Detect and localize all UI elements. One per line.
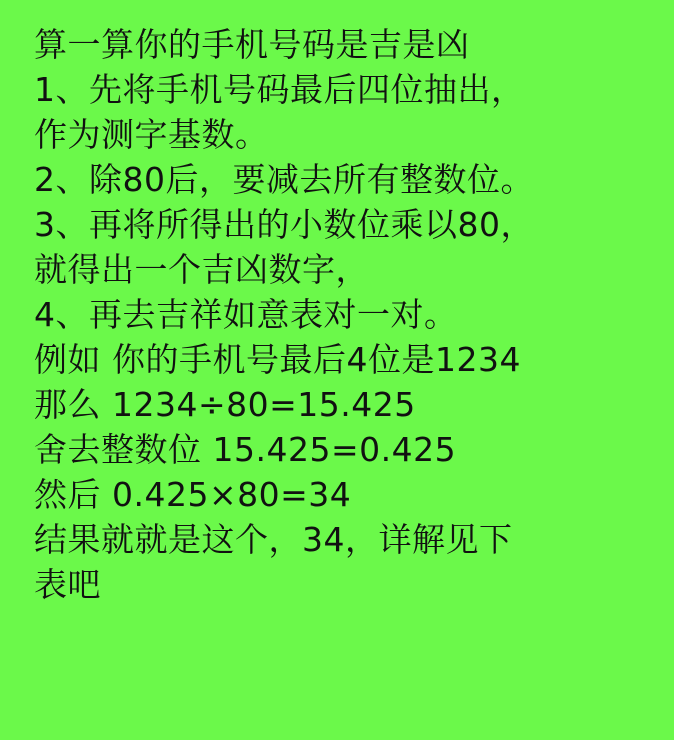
document-line-result: 结果就就是这个，34，详解见下: [34, 520, 513, 559]
document-line-example-drop-integer: 舍去整数位 15.425=0.425: [34, 430, 457, 469]
document-line-result-cont: 表吧: [34, 565, 101, 604]
document-title-line: 算一算你的手机号码是吉是凶: [34, 25, 470, 64]
document-line-example-multiply: 然后 0.425×80=34: [34, 475, 352, 514]
document-line-example-intro: 例如 你的手机号最后4位是1234: [34, 340, 521, 379]
document-line-step1: 1、先将手机号码最后四位抽出，: [34, 70, 525, 109]
document-line-step3: 3、再将所得出的小数位乘以80，: [34, 205, 534, 244]
document-line-step2: 2、除80后，要减去所有整数位。: [34, 160, 534, 199]
document-line-step3-cont: 就得出一个吉凶数字，: [34, 250, 369, 289]
document-line-step1-cont: 作为测字基数。: [34, 115, 269, 154]
document-line-step4: 4、再去吉祥如意表对一对。: [34, 295, 458, 334]
document-line-example-divide: 那么 1234÷80=15.425: [34, 385, 416, 424]
